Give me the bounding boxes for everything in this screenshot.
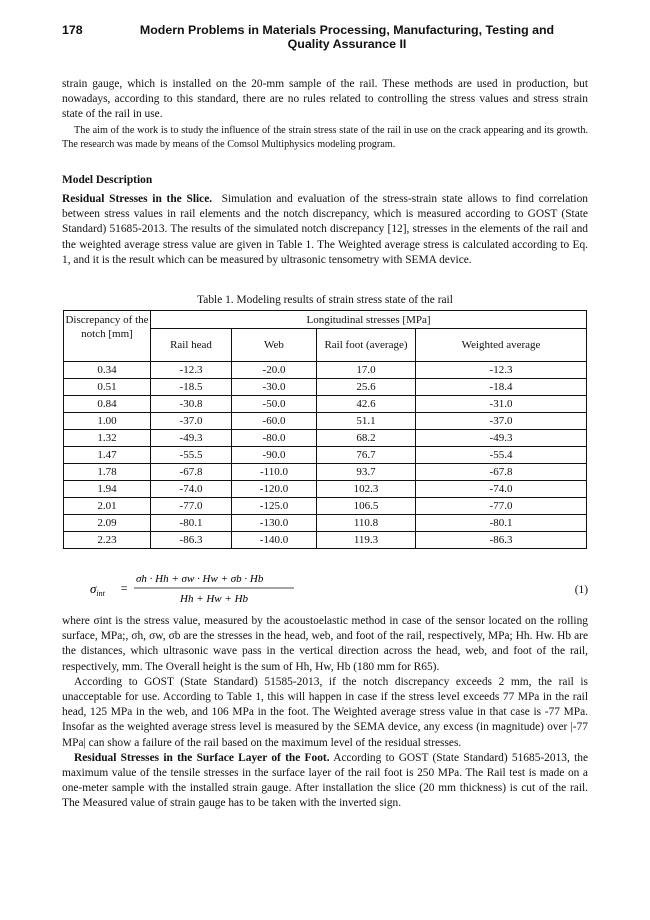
table-cell: 0.34 bbox=[64, 362, 151, 379]
table-cell: 68.2 bbox=[317, 430, 416, 447]
table-cell: 51.1 bbox=[317, 413, 416, 430]
table-cell: 76.7 bbox=[317, 447, 416, 464]
table-cell: -74.0 bbox=[416, 481, 587, 498]
residual-slice-paragraph bbox=[62, 192, 588, 268]
table-cell: -50.0 bbox=[232, 396, 317, 413]
table-cell: -67.8 bbox=[151, 464, 232, 481]
table-row bbox=[64, 396, 587, 413]
table-cell: -60.0 bbox=[232, 413, 317, 430]
table-cell: -77.0 bbox=[416, 498, 587, 515]
residual-slice-text: Simulation and evaluation of the stress-strain state allows to find correlation between stress values in rail elements and the notch discrepancy, which is measured according to GOST (State Standard) 51685-2013. The results of the simulated notch discrepancy [12], stresses in the elements of the rail and the weighted average stress value are given in Table 1. The Weighted average stress is calculated according to Eq. 1, and it is the result which can be measured by ultrasonic tensometry with SEMA device. bbox=[62, 193, 588, 266]
table-body bbox=[64, 362, 587, 549]
table-cell: -120.0 bbox=[232, 481, 317, 498]
table-cell: -110.0 bbox=[232, 464, 317, 481]
equation-block bbox=[62, 569, 588, 609]
table-cell: -86.3 bbox=[151, 532, 232, 549]
table-row bbox=[64, 379, 587, 396]
residual-foot-title: Residual Stresses in the Surface Layer of the Foot. bbox=[74, 751, 330, 764]
subheader-rail-foot: Rail foot (average) bbox=[317, 329, 416, 362]
table-cell: 106.5 bbox=[317, 498, 416, 515]
table-cell: -86.3 bbox=[416, 532, 587, 549]
table-cell: -30.0 bbox=[232, 379, 317, 396]
table-cell: -80.1 bbox=[416, 515, 587, 532]
table-cell: -55.5 bbox=[151, 447, 232, 464]
table-cell: 1.94 bbox=[64, 481, 151, 498]
table-row bbox=[64, 413, 587, 430]
model-description-section bbox=[62, 174, 588, 268]
table-cell: 93.7 bbox=[317, 464, 416, 481]
table-cell: 1.32 bbox=[64, 430, 151, 447]
equation-number: (1) bbox=[574, 584, 588, 596]
residual-foot-paragraph bbox=[62, 751, 588, 812]
table-cell: 1.78 bbox=[64, 464, 151, 481]
table-cell: -20.0 bbox=[232, 362, 317, 379]
table-cell: -55.4 bbox=[416, 447, 587, 464]
col-header-discrepancy: Discrepancy of the notch [mm] bbox=[64, 311, 151, 362]
equation-denominator: Hh + Hw + Hb bbox=[180, 593, 249, 605]
table-cell: -140.0 bbox=[232, 532, 317, 549]
table-cell: -90.0 bbox=[232, 447, 317, 464]
table-cell: -130.0 bbox=[232, 515, 317, 532]
table-cell: 25.6 bbox=[317, 379, 416, 396]
table-cell: -18.4 bbox=[416, 379, 587, 396]
table-cell: 2.09 bbox=[64, 515, 151, 532]
table-row bbox=[64, 447, 587, 464]
discussion-section bbox=[62, 614, 588, 812]
table-cell: 2.01 bbox=[64, 498, 151, 515]
after-equation-paragraph-2: According to GOST (State Standard) 51585-2013, if the notch discrepancy exceeds 2 mm, the rail is unacceptable for use. According to Table 1, this will happen in case if the stress level exceeds 77 MPa in the rail head, 125 MPa in the web, and 106 MPa in the foot. The Weighted average stress value in that case is -77 MPa. Insofar as the weighted average stress level is measured by the SEMA device, any excess (in magnitude) over |-77 MPa| can show a failure of the rail based on the maximum level of the residual stresses. bbox=[62, 675, 588, 749]
table-row bbox=[64, 532, 587, 549]
table-cell: -80.0 bbox=[232, 430, 317, 447]
residual-slice-title: Residual Stresses in the Slice. bbox=[62, 193, 213, 205]
table-cell: -74.0 bbox=[151, 481, 232, 498]
table-cell: 119.3 bbox=[317, 532, 416, 549]
table-cell: -37.0 bbox=[416, 413, 587, 430]
table-cell: 2.23 bbox=[64, 532, 151, 549]
table-cell: -67.8 bbox=[416, 464, 587, 481]
table-cell: 102.3 bbox=[317, 481, 416, 498]
table-cell: -49.3 bbox=[416, 430, 587, 447]
table-cell: -31.0 bbox=[416, 396, 587, 413]
intro-section bbox=[62, 77, 588, 153]
residual-foot-text: According to GOST (State Standard) 51685-2013, the maximum value of the tensile stresses in the surface layer of the rail foot is 250 MPa. The Rail test is made on a one-meter sample with the installed strain gauge. After installation the slice (20 mm thickness) is cut of the rail. The Measured value of strain gauge has to be taken with the inverted sign. bbox=[62, 751, 589, 810]
table-cell: 110.8 bbox=[317, 515, 416, 532]
table-cell: -30.8 bbox=[151, 396, 232, 413]
table-cell: 0.51 bbox=[64, 379, 151, 396]
after-equation-paragraph-1: where σint is the stress value, measured by the acoustoelastic method in case of the sensor located on the rolling surface, MPa;, σh, σw, σb are the stresses in the head, web, and foot of the rail, respectively, MPa; Hh. Hw. Hb are the distances, which ultrasonic wave pass in the vertical direction across the head, web, and foot of the rail, respectively, mm. The Overall height is the sum of Hh, Hw, Hb (180 mm for R65). bbox=[62, 615, 588, 673]
table-row bbox=[64, 498, 587, 515]
subheader-rail-head: Rail head bbox=[151, 329, 232, 362]
intro-paragraph-2: The aim of the work is to study the influence of the strain stress state of the rail in use on the crack appearing and its growth. The research was made by means of the Comsol Multiphysics modeling program. bbox=[62, 124, 588, 151]
equation-lhs: $\sigma_{int}$ bbox=[90, 581, 105, 598]
intro-paragraph-1: strain gauge, which is installed on the 20-mm sample of the rail. These methods are used in production, but nowadays, according to this standard, there are no rules related to controlling the stress values and stress strain state of the rail in use. bbox=[62, 78, 588, 121]
running-header bbox=[62, 23, 588, 59]
table-row bbox=[64, 430, 587, 447]
table-cell: -49.3 bbox=[151, 430, 232, 447]
table-cell: 17.0 bbox=[317, 362, 416, 379]
results-table bbox=[63, 310, 587, 549]
section-heading: Model Description bbox=[62, 174, 153, 186]
group-header-longitudinal: Longitudinal stresses [MPa] bbox=[151, 311, 587, 329]
table-cell: -12.3 bbox=[151, 362, 232, 379]
table-cell: 0.84 bbox=[64, 396, 151, 413]
book-title: Modern Problems in Materials Processing, Manufacturing, Testing and Quality Assurance II bbox=[139, 23, 555, 51]
table-cell: -18.5 bbox=[151, 379, 232, 396]
subheader-web: Web bbox=[232, 329, 317, 362]
table-cell: -37.0 bbox=[151, 413, 232, 430]
table-cell: -125.0 bbox=[232, 498, 317, 515]
table-row bbox=[64, 464, 587, 481]
table-cell: 1.00 bbox=[64, 413, 151, 430]
table-row bbox=[64, 515, 587, 532]
table-cell: 42.6 bbox=[317, 396, 416, 413]
table-caption: Table 1. Modeling results of strain stress state of the rail bbox=[197, 294, 453, 306]
table-cell: -12.3 bbox=[416, 362, 587, 379]
equation-1 bbox=[90, 569, 320, 609]
equals-sign: = bbox=[120, 581, 129, 595]
table-section bbox=[62, 294, 588, 549]
subheader-weighted-average: Weighted average bbox=[416, 329, 587, 362]
page-number: 178 bbox=[62, 23, 83, 37]
equation-numerator: σh · Hh + σw · Hw + σb · Hb bbox=[136, 573, 264, 585]
table-cell: 1.47 bbox=[64, 447, 151, 464]
table-cell: -77.0 bbox=[151, 498, 232, 515]
table-cell: -80.1 bbox=[151, 515, 232, 532]
table-row bbox=[64, 362, 587, 379]
table-row bbox=[64, 481, 587, 498]
